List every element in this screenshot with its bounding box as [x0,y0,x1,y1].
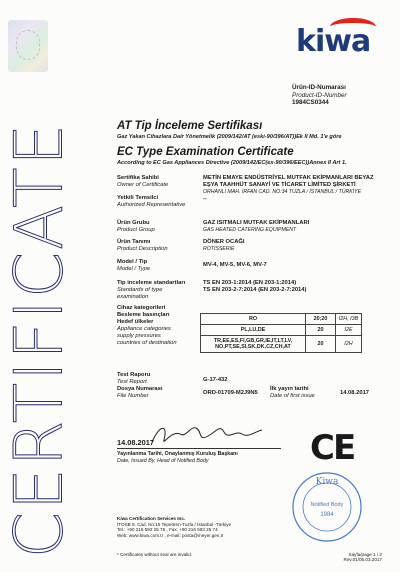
product-id-label-tr: Ürün-ID-Numarası [292,84,346,91]
group-value: GAZ ISITMALI MUTFAK EKİPMANLARI GAS HEATED CATERING EQUIPMENT [203,220,310,233]
desc-value: DÖNER OCAĞI ROTISSERIE [203,239,245,252]
table-cell: PL,LU,DE [201,325,306,336]
signature-date: 14.08.2017 [117,438,154,447]
stamp-ring: Notified Body [310,502,344,508]
table-cell: 20 [306,325,336,336]
gas-label: Cihaz kategorileri Besleme basınçları Hedef ülkeler Appliance categories supply pressures countries of destination [117,305,177,346]
issue-value: 14.08.2017 [340,390,370,396]
desc-label: Ürün Tanımı Product Description [117,239,168,252]
logo-word: kiwa [296,24,371,59]
signature-caption: Yayınlanma Tarihi, Onaylanmış Kuruluş Başkanı Date, Issued By, Head of Notified Body [117,451,238,464]
rep-value: -- [203,196,207,202]
standards-value: TS EN 203-1:2014 (EN 203-1:2014) TS EN 203-2-7:2014 (EN 203-2-7:2014) [203,280,307,293]
table-cell: TR,EE,ES,FI,GB,GR,IE,IT,LT,LV, NO,PT,SE,SI,SK,DK,CZ,CH,AT [201,336,306,353]
seal-note: * Certificates without seal are invalid. [117,552,193,557]
title-en: EC Type Examination Certificate [117,146,294,158]
gas-category-table [200,313,362,353]
table-cell: I2E [336,325,362,336]
subtitle-en: According to EC Gas Appliances Directive (2009/142/EC(ex-90/396/EEC))Annex II Art 1. [117,160,347,166]
hologram-mark-icon [16,30,40,60]
report-label: Test Raporu Test Report [117,372,151,385]
group-label: Ürün Grubu Product Group [117,220,155,233]
notified-body-stamp-icon [290,470,364,544]
holder-value: METİN EMAYE ENDÜSTRİYEL MUTFAK EKİPMANLARI BEYAZ EŞYA TAAHHÜT SANAYİ VE TİCARET LİMİTED ŞİRKETİ ORHANLI MAH. İRFAN CAD. NO:34 TUZLA / İSTANBUL / TÜRKİYE [203,175,374,195]
model-value: MV-4, MV-5, MV-6, MV-7 [203,262,267,268]
holder-label: Sertifika Sahibi Owner of Certificate [117,175,169,188]
product-id-value: 1984CS0344 [292,99,329,107]
stamp-top: Kiwa [315,477,339,487]
file-label: Dosya Numarası File Number [117,386,163,399]
signature-line [117,448,281,449]
hologram-sticker [8,20,48,72]
table-cell: RO [201,314,306,325]
rep-label: Yetkili Temsilci Authorized Representative [117,195,186,208]
subtitle-tr: Gaz Yakan Cihazlara Dair Yönetmelik (2009/142/AT (eski-90/396/AT))Ek II Md. 1'e göre [117,134,342,140]
table-cell: 20;20 [306,314,336,325]
stamp-number: 1984 [320,512,334,518]
table-cell: I2H, I3B [336,314,362,325]
ce-mark: CE [310,428,355,468]
product-id-block [292,84,347,107]
kiwa-logo [290,24,380,58]
model-label: Model / Tip Model / Type [117,259,151,272]
table-row [201,336,362,353]
table-cell: 20 [306,336,336,353]
issue-label: İlk yayın tarihi Date of first issue [270,386,315,399]
watermark-text: CERTIFICATE [0,121,78,559]
watermark-vertical [0,121,78,559]
table-cell: I2H [336,336,362,353]
table-row [201,314,362,325]
title-tr: AT Tip İnceleme Sertifikası [117,120,263,132]
product-id-label-en: Product-ID-Number [292,91,347,99]
table-row [201,325,362,336]
signature-scribble-icon [150,420,270,448]
page-revision: Sayfa/page 1 / 2 Rev.01/05.03.2017 [343,552,382,563]
footer-address: Kiwa Certification Services Inc. İTOSB 9. Cad. No:15 Tepeören-Tuzla / İstanbul -Türkiye Tel.: +90 216 593 25 75 , Fax: +90 216 593 25 74 Web: www.kiwa.com.tr , e-mail: posta@meyer.gen.tr [117,516,232,538]
report-value: G-17-432 [203,377,228,383]
standards-label: Tip inceleme standartları Standards of type examination [117,280,186,300]
file-value: ORD-01709-M2J9N5 [203,390,258,396]
